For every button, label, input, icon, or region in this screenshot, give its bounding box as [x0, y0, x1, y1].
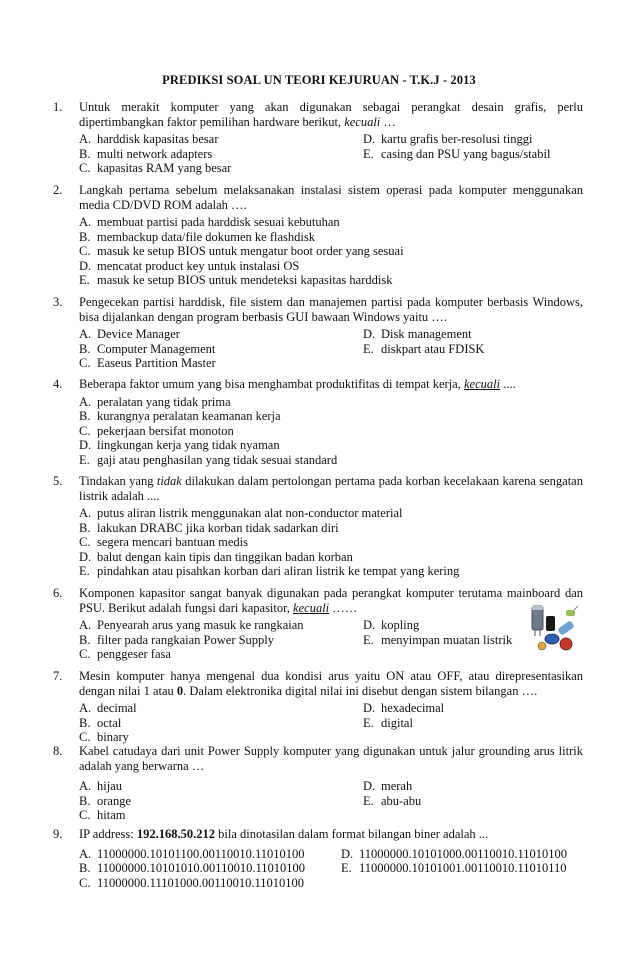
- options: [79, 779, 583, 823]
- question-8: [53, 744, 583, 823]
- question-number: 3.: [53, 295, 63, 309]
- question-number: 7.: [53, 669, 63, 683]
- question-number: 8.: [53, 744, 63, 758]
- question-number: 2.: [53, 183, 63, 197]
- option-d: D. Disk management: [363, 327, 472, 341]
- question-number: 5.: [53, 474, 63, 488]
- option-e: E. masuk ke setup BIOS untuk mendeteksi kapasitas harddisk: [79, 273, 393, 287]
- option-c: C. 11000000.11101000.00110010.11010100: [79, 875, 305, 890]
- option-b: B. 11000000.10101010.00110010.11010100: [79, 861, 305, 875]
- option-c: C. Easeus Partition Master: [79, 356, 216, 370]
- question-1: [53, 100, 583, 176]
- option-c: C. segera mencari bantuan medis: [79, 535, 248, 549]
- question-text: Tindakan yang tidak dilakukan dalam pertolongan pertama pada korban kecelakaan karena sengatan listrik adalah ....: [79, 474, 583, 503]
- option-e: E. abu-abu: [363, 793, 422, 808]
- options: [79, 327, 583, 371]
- option-e: E. pindahkan atau pisahkan korban dari aliran listrik ke tempat yang kering: [79, 564, 460, 578]
- option-d: D. lingkungan kerja yang tidak nyaman: [79, 438, 280, 452]
- question-number: 4.: [53, 377, 63, 391]
- options: [79, 215, 583, 288]
- option-c: C. kapasitas RAM yang besar: [79, 161, 232, 175]
- option-b: B. membackup data/file dokumen ke flashdisk: [79, 229, 315, 244]
- option-e: E. gaji atau penghasilan yang tidak sesuai standard: [79, 452, 338, 467]
- question-4: [53, 377, 583, 467]
- question-text: Beberapa faktor umum yang bisa menghambat produktifitas di tempat kerja, kecuali ....: [79, 377, 516, 391]
- option-d: D. hexadecimal: [363, 701, 445, 715]
- option-d: D. mencatat product key untuk instalasi OS: [79, 258, 300, 273]
- option-d: D. 11000000.10101000.00110010.11010100: [341, 846, 567, 861]
- option-b: B. Computer Management: [79, 341, 216, 356]
- option-b: B. filter pada rangkaian Power Supply: [79, 632, 275, 647]
- option-a: A. peralatan yang tidak prima: [79, 394, 231, 409]
- option-e: E. 11000000.10101001.00110010.11010110: [341, 861, 567, 875]
- option-c: C. pekerjaan bersifat monoton: [79, 423, 234, 438]
- option-a: A. 11000000.10101100.00110010.11010100: [79, 846, 305, 861]
- question-9: [53, 827, 583, 890]
- option-b: B. kurangnya peralatan keamanan kerja: [79, 409, 281, 423]
- option-c: C. binary: [79, 730, 129, 744]
- question-text: IP address: 192.168.50.212 bila dinotasilan dalam format bilangan biner adalah ...: [79, 827, 489, 841]
- option-d: D. kopling: [363, 618, 420, 632]
- question-3: [53, 295, 583, 371]
- document-title: PREDIKSI SOAL UN TEORI KEJURUAN - T.K.J - 2013: [162, 73, 476, 87]
- question-6: [53, 586, 583, 662]
- option-b: B. orange: [79, 793, 132, 808]
- options: [79, 395, 583, 468]
- option-b: B. multi network adapters: [79, 146, 213, 161]
- options: [79, 132, 583, 176]
- options: [79, 506, 583, 579]
- question-text: Langkah pertama sebelum melaksanakan instalasi sistem operasi pada komputer menggunakan media CD/DVD ROM adalah ….: [79, 183, 583, 212]
- option-a: A. harddisk kapasitas besar: [79, 132, 219, 146]
- option-c: C. hitam: [79, 808, 126, 822]
- options: [79, 618, 583, 662]
- question-2: [53, 183, 583, 288]
- option-a: A. putus aliran listrik menggunakan alat non-conductor material: [79, 506, 403, 520]
- question-text: Mesin komputer hanya mengenal dua kondisi arus yaitu ON atau OFF, atau direpresentasikan dengan nilai 1 atau 0. Dalam elektronika digital nilai ini disebut dengan sistem bilangan ….: [79, 669, 583, 698]
- options: [79, 701, 583, 745]
- capacitor-components-icon: [528, 604, 580, 654]
- option-d: D. merah: [363, 779, 413, 793]
- question-text: Pengecekan partisi harddisk, file sistem dan manajemen partisi pada komputer berbasis Windows, bisa dijalankan dengan program berbasis GUI bawaan Windows yaitu ….: [79, 295, 583, 324]
- question-text: Untuk merakit komputer yang akan digunakan sebagai perangkat desain grafis, perlu dipertimbangkan faktor pemilihan hardware berikut, kecuali …: [79, 100, 583, 129]
- option-a: A. membuat partisi pada harddisk sesuai kebutuhan: [79, 215, 340, 229]
- option-a: A. decimal: [79, 701, 137, 715]
- option-e: E. menyimpan muatan listrik: [363, 632, 513, 647]
- option-c: C. penggeser fasa: [79, 647, 171, 661]
- option-d: D. kartu grafis ber-resolusi tinggi: [363, 132, 533, 146]
- option-a: A. hijau: [79, 779, 122, 793]
- option-a: A. Penyearah arus yang masuk ke rangkaian: [79, 618, 304, 632]
- option-a: A. Device Manager: [79, 327, 180, 341]
- option-b: B. octal: [79, 715, 122, 730]
- option-e: E. casing dan PSU yang bagus/stabil: [363, 146, 551, 161]
- question-number: 9.: [53, 827, 63, 841]
- option-b: B. lakukan DRABC jika korban tidak sadarkan diri: [79, 520, 339, 535]
- option-e: E. diskpart atau FDISK: [363, 341, 485, 356]
- question-5: [53, 474, 583, 579]
- question-number: 1.: [53, 100, 63, 114]
- question-7: [53, 669, 583, 745]
- options: [79, 847, 583, 891]
- question-text: Kabel catudaya dari unit Power Supply komputer yang digunakan untuk jalur grounding arus litrik adalah yang berwarna …: [79, 744, 583, 773]
- question-text: Komponen kapasitor sangat banyak digunakan pada perangkat komputer terutama mainboard dan PSU. Berikut adalah fungsi dari kapasitor, kecuali ……: [79, 586, 583, 615]
- question-number: 6.: [53, 586, 63, 600]
- option-d: D. balut dengan kain tipis dan tinggikan badan korban: [79, 549, 353, 564]
- option-c: C. masuk ke setup BIOS untuk mengatur boot order yang sesuai: [79, 244, 404, 258]
- option-e: E. digital: [363, 715, 413, 730]
